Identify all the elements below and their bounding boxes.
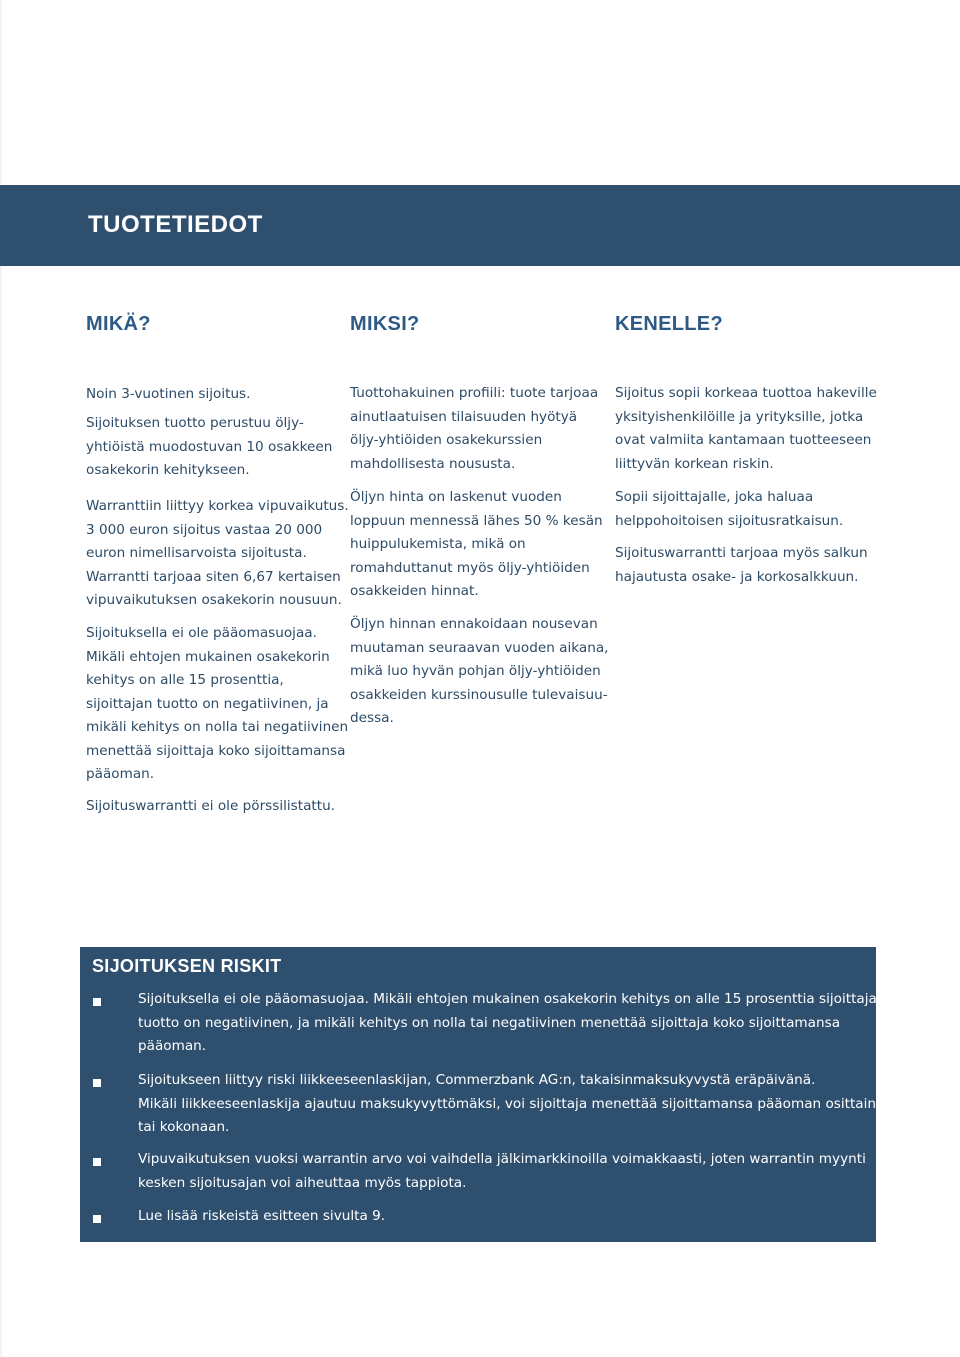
text-line: Sijoituksella ei ole pääomasuojaa. Mikäli ehtojen mukainen osakekorin kehitys on alle 15 prosenttia sijoittajan	[138, 991, 886, 1007]
paragraph	[86, 495, 349, 613]
text-line: Sijoitukseen liittyy riski liikkeeseenlaskijan, Commerzbank AG:n, takaisinmaksukyvystä eräpäivänä.	[138, 1072, 816, 1088]
text-line: osakkeiden kurssinousulle tulevaisuu-	[350, 686, 608, 703]
text-line: Warranttiin liittyy korkea vipuvaikutus.	[86, 498, 349, 514]
text-line: ovat valmiita kantamaan tuotteeseen	[615, 432, 872, 448]
paragraph	[86, 412, 332, 483]
risks-box	[80, 947, 886, 1242]
text-line: osakkeiden hinnat.	[350, 583, 479, 599]
text-line: 3 000 euron sijoitus vastaa 20 000	[86, 521, 323, 538]
text-line: menettää sijoittaja koko sijoittamansa	[86, 742, 346, 759]
page-title: TUOTETIEDOT	[88, 211, 263, 238]
text-line: mikäli kehitys on nolla tai negatiivinen	[86, 719, 349, 735]
text-line: öljy-yhtiöiden osakekurssien	[350, 432, 543, 448]
paragraph	[350, 382, 598, 476]
text-line: loppuun mennessä lähes 50 % kesän	[350, 512, 603, 529]
text-line: muutaman seuraavan vuoden aikana,	[350, 639, 609, 656]
text-line: osakekorin kehitykseen.	[86, 462, 250, 478]
text-line: Sijoituswarrantti ei ole pörssilistattu.	[86, 798, 336, 814]
paragraph	[86, 383, 250, 407]
text-line: mikä luo hyvän pohjan öljy-yhtiöiden	[350, 663, 601, 679]
text-line: Sijoituswarrantti tarjoaa myös salkun	[615, 545, 868, 561]
text-line: tuotto on negatiivinen, ja mikäli kehitys on nolla tai negatiivinen menettää sijoittaja koko sijoittamansa	[138, 1014, 841, 1031]
bullet-square-icon	[93, 1079, 101, 1087]
bullet-square-icon	[93, 998, 101, 1006]
paragraph	[86, 622, 348, 787]
bullet-square-icon	[93, 1158, 101, 1166]
risk-text	[138, 1148, 866, 1195]
text-line: Sijoituksella ei ole pääomasuojaa.	[86, 625, 317, 641]
text-line: sijoittajan tuotto on negatiivinen, ja	[86, 695, 329, 712]
text-line: kesken sijoitusajan voi aiheuttaa myös tappiota.	[138, 1174, 467, 1191]
text-line: euron nimellisarvoista sijoitusta.	[86, 545, 307, 561]
risk-text	[138, 1205, 385, 1229]
heading-miksi: MIKSI?	[350, 313, 420, 335]
text-line: Öljyn hinnan ennakoidaan nousevan	[350, 616, 598, 632]
risk-text	[138, 988, 886, 1059]
bullet-square-icon	[93, 1215, 101, 1223]
text-line: Lue lisää riskeistä esitteen sivulta 9.	[138, 1208, 386, 1224]
text-line: Tuottohakuinen profiili: tuote tarjoaa	[350, 385, 599, 401]
text-line: yhtiöistä muodostuvan 10 osakkeen	[86, 438, 333, 455]
text-line: helppohoitoisen sijoitusratkaisun.	[615, 512, 844, 529]
text-line: Sijoituksen tuotto perustuu öljy-	[86, 415, 304, 431]
text-line: tai kokonaan.	[138, 1119, 230, 1135]
text-line: Mikäli ehtojen mukainen osakekorin	[86, 648, 330, 665]
text-line: yksityishenkilöille ja yrityksille, jotka	[615, 408, 864, 425]
heading-kenelle: KENELLE?	[615, 313, 723, 335]
paragraph	[615, 486, 843, 533]
text-line: romahduttanut myös öljy-yhtiöiden	[350, 559, 590, 576]
text-line: dessa.	[350, 710, 394, 726]
text-line: vipuvaikutuksen osakekorin nousuun.	[86, 592, 342, 608]
paragraph	[350, 613, 609, 731]
text-line: Öljyn hinta on laskenut vuoden	[350, 489, 562, 505]
text-line: Sopii sijoittajalle, joka haluaa	[615, 489, 814, 505]
text-line: Warrantti tarjoaa siten 6,67 kertaisen	[86, 568, 341, 585]
text-line: huippulukemista, mikä on	[350, 536, 526, 552]
text-line: pääoman.	[86, 766, 155, 782]
paragraph	[615, 542, 868, 589]
text-line: pääoman.	[138, 1038, 207, 1054]
text-line: kehitys on alle 15 prosenttia,	[86, 672, 284, 688]
paragraph	[615, 382, 877, 476]
text-line: ainutlaatuisen tilaisuuden hyötyä	[350, 408, 578, 425]
paragraph	[86, 795, 335, 819]
text-line: Sijoitus sopii korkeaa tuottoa hakeville	[615, 385, 877, 401]
text-line: Noin 3-vuotinen sijoitus.	[86, 386, 251, 402]
risks-title: SIJOITUKSEN RISKIT	[92, 956, 282, 976]
header-banner	[0, 185, 960, 266]
text-line: Mikäli liikkeeseenlaskija ajautuu maksukyvyttömäksi, voi sijoittaja menettää sijoittamansa pääoman osittain	[138, 1095, 877, 1112]
text-line: liittyvän korkean riskin.	[615, 455, 774, 472]
heading-mika: MIKÄ?	[86, 313, 151, 335]
text-line: mahdollisesta noususta.	[350, 455, 516, 472]
text-line: hajautusta osake- ja korkosalkkuun.	[615, 568, 859, 585]
paragraph	[350, 486, 603, 604]
risk-text	[138, 1069, 876, 1140]
text-line: Vipuvaikutuksen vuoksi warrantin arvo voi vaihdella jälkimarkkinoilla voimakkaasti, joten warrantin myynti	[138, 1151, 866, 1167]
